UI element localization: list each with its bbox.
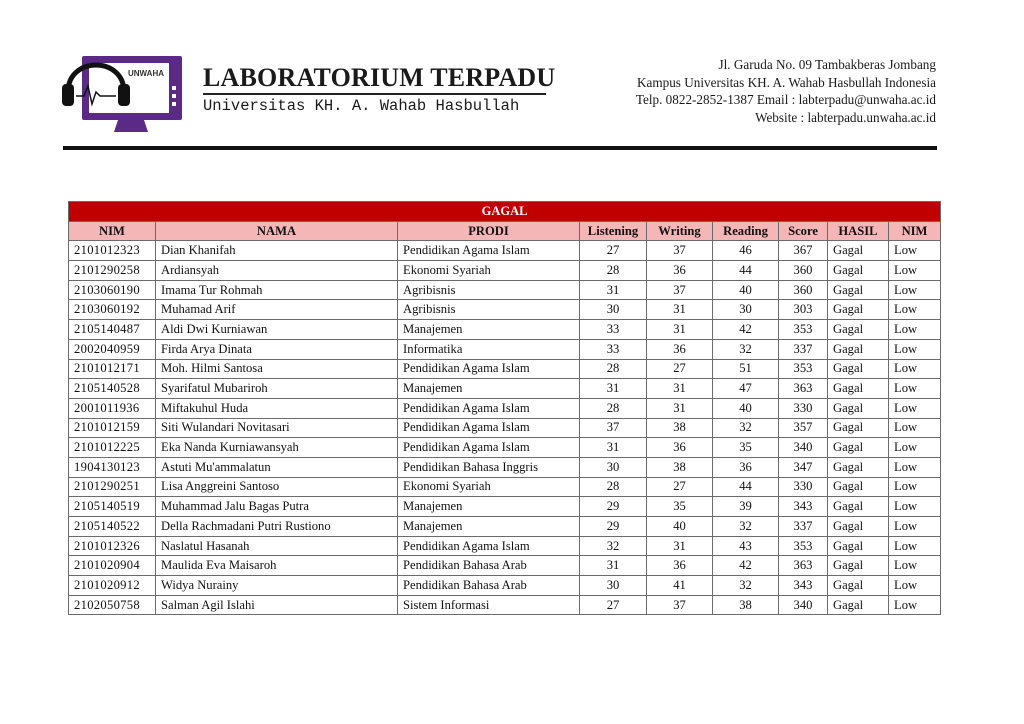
laboratory-logo [58,40,188,138]
cell-reading: 47 [713,379,779,399]
cell-level: Low [889,320,941,340]
cell-level: Low [889,477,941,497]
cell-listening: 31 [580,280,647,300]
cell-hasil: Gagal [828,556,889,576]
cell-writing: 36 [647,438,713,458]
cell-reading: 39 [713,497,779,517]
cell-hasil: Gagal [828,280,889,300]
cell-writing: 31 [647,320,713,340]
cell-writing: 27 [647,359,713,379]
table-row [69,339,941,359]
table-row [69,280,941,300]
table-row [69,595,941,615]
cell-prodi: Pendidikan Agama Islam [398,418,580,438]
cell-reading: 44 [713,261,779,281]
cell-level: Low [889,576,941,596]
cell-score: 367 [779,241,828,261]
cell-score: 330 [779,477,828,497]
header-divider [63,146,937,150]
cell-writing: 31 [647,536,713,556]
cell-nama: Miftakuhul Huda [156,398,398,418]
cell-level: Low [889,418,941,438]
cell-level: Low [889,457,941,477]
cell-listening: 31 [580,379,647,399]
table-banner: GAGAL [69,202,941,222]
table-row [69,418,941,438]
cell-listening: 27 [580,595,647,615]
cell-score: 337 [779,339,828,359]
cell-writing: 38 [647,457,713,477]
cell-writing: 37 [647,280,713,300]
cell-level: Low [889,280,941,300]
cell-score: 343 [779,576,828,596]
cell-score: 363 [779,556,828,576]
cell-writing: 31 [647,300,713,320]
cell-listening: 31 [580,438,647,458]
cell-nama: Eka Nanda Kurniawansyah [156,438,398,458]
cell-nama: Muhamad Arif [156,300,398,320]
cell-reading: 30 [713,300,779,320]
cell-score: 353 [779,536,828,556]
table-banner-row [69,202,941,222]
cell-nama: Salman Agil Islahi [156,595,398,615]
table-row [69,477,941,497]
cell-prodi: Pendidikan Bahasa Arab [398,556,580,576]
cell-nama: Aldi Dwi Kurniawan [156,320,398,340]
cell-prodi: Ekonomi Syariah [398,261,580,281]
cell-score: 303 [779,300,828,320]
col-header-score: Score [779,221,828,241]
cell-level: Low [889,556,941,576]
cell-prodi: Pendidikan Agama Islam [398,438,580,458]
contact-campus: Kampus Universitas KH. A. Wahab Hasbullah Indonesia [636,74,936,90]
cell-writing: 35 [647,497,713,517]
cell-listening: 31 [580,556,647,576]
cell-score: 363 [779,379,828,399]
cell-level: Low [889,241,941,261]
cell-hasil: Gagal [828,379,889,399]
cell-score: 347 [779,457,828,477]
cell-reading: 42 [713,320,779,340]
cell-listening: 32 [580,536,647,556]
cell-nim: 2103060190 [69,280,156,300]
cell-nim: 2101012323 [69,241,156,261]
table-row [69,241,941,261]
cell-hasil: Gagal [828,398,889,418]
cell-reading: 44 [713,477,779,497]
cell-score: 360 [779,280,828,300]
cell-reading: 40 [713,280,779,300]
cell-score: 357 [779,418,828,438]
cell-prodi: Pendidikan Agama Islam [398,359,580,379]
cell-hasil: Gagal [828,595,889,615]
cell-nim: 2101012225 [69,438,156,458]
cell-score: 340 [779,595,828,615]
cell-nama: Muhammad Jalu Bagas Putra [156,497,398,517]
cell-score: 343 [779,497,828,517]
contact-address: Jl. Garuda No. 09 Tambakberas Jombang [718,57,936,72]
table-row [69,457,941,477]
cell-hasil: Gagal [828,576,889,596]
cell-writing: 36 [647,556,713,576]
cell-nama: Widya Nurainy [156,576,398,596]
cell-prodi: Pendidikan Bahasa Inggris [398,457,580,477]
cell-nama: Firda Arya Dinata [156,339,398,359]
cell-hasil: Gagal [828,339,889,359]
cell-reading: 43 [713,536,779,556]
cell-hasil: Gagal [828,241,889,261]
cell-listening: 29 [580,517,647,537]
table-row [69,576,941,596]
cell-hasil: Gagal [828,497,889,517]
contact-website: Website : labterpadu.unwaha.ac.id [755,109,936,125]
cell-reading: 38 [713,595,779,615]
table-row [69,398,941,418]
cell-hasil: Gagal [828,300,889,320]
cell-score: 360 [779,261,828,281]
cell-score: 353 [779,359,828,379]
cell-nim: 2101020912 [69,576,156,596]
cell-level: Low [889,300,941,320]
cell-prodi: Manajemen [398,320,580,340]
page-title: LABORATORIUM TERPADU [203,63,556,92]
cell-nama: Moh. Hilmi Santosa [156,359,398,379]
cell-writing: 37 [647,241,713,261]
cell-prodi: Agribisnis [398,280,580,300]
col-header-listening: Listening [580,221,647,241]
cell-prodi: Pendidikan Agama Islam [398,536,580,556]
col-header-nama: NAMA [156,221,398,241]
cell-writing: 36 [647,261,713,281]
cell-reading: 32 [713,339,779,359]
cell-nim: 1904130123 [69,457,156,477]
cell-nama: Naslatul Hasanah [156,536,398,556]
cell-level: Low [889,497,941,517]
cell-reading: 46 [713,241,779,261]
col-header-hasil: HASIL [828,221,889,241]
table-row [69,359,941,379]
cell-prodi: Manajemen [398,497,580,517]
cell-nama: Siti Wulandari Novitasari [156,418,398,438]
cell-hasil: Gagal [828,517,889,537]
table-body [69,241,941,615]
cell-nim: 2001011936 [69,398,156,418]
cell-nama: Astuti Mu'ammalatun [156,457,398,477]
header-title-block [203,64,555,115]
title-underline [203,93,546,95]
monitor-headphones-icon [58,40,188,138]
cell-nim: 2101012171 [69,359,156,379]
col-header-prodi: PRODI [398,221,580,241]
col-header-level: NIM [889,221,941,241]
cell-score: 353 [779,320,828,340]
cell-prodi: Pendidikan Agama Islam [398,241,580,261]
cell-listening: 28 [580,261,647,281]
page-subtitle: Universitas KH. A. Wahab Hasbullah [203,97,520,115]
cell-reading: 40 [713,398,779,418]
cell-nama: Lisa Anggreini Santoso [156,477,398,497]
cell-reading: 51 [713,359,779,379]
cell-writing: 38 [647,418,713,438]
cell-writing: 36 [647,339,713,359]
cell-nim: 2101012326 [69,536,156,556]
cell-nim: 2103060192 [69,300,156,320]
cell-listening: 29 [580,497,647,517]
cell-prodi: Sistem Informasi [398,595,580,615]
cell-prodi: Manajemen [398,517,580,537]
cell-hasil: Gagal [828,536,889,556]
cell-prodi: Pendidikan Agama Islam [398,398,580,418]
col-header-reading: Reading [713,221,779,241]
cell-level: Low [889,398,941,418]
table-row [69,517,941,537]
cell-nim: 2101020904 [69,556,156,576]
cell-hasil: Gagal [828,457,889,477]
table-row [69,261,941,281]
cell-nim: 2101290258 [69,261,156,281]
cell-hasil: Gagal [828,359,889,379]
logo-text: UNWAHA [128,69,164,78]
cell-level: Low [889,536,941,556]
cell-writing: 37 [647,595,713,615]
contact-info [636,56,936,126]
cell-nim: 2105140528 [69,379,156,399]
cell-level: Low [889,595,941,615]
table-row [69,536,941,556]
cell-listening: 33 [580,339,647,359]
cell-nim: 2101012159 [69,418,156,438]
cell-reading: 32 [713,418,779,438]
table-row [69,438,941,458]
cell-score: 340 [779,438,828,458]
cell-level: Low [889,438,941,458]
cell-listening: 30 [580,457,647,477]
cell-prodi: Agribisnis [398,300,580,320]
cell-listening: 28 [580,398,647,418]
cell-writing: 31 [647,379,713,399]
cell-hasil: Gagal [828,261,889,281]
cell-reading: 42 [713,556,779,576]
cell-listening: 37 [580,418,647,438]
cell-score: 337 [779,517,828,537]
cell-reading: 36 [713,457,779,477]
table-row [69,320,941,340]
cell-listening: 30 [580,576,647,596]
cell-listening: 28 [580,359,647,379]
cell-nim: 2102050758 [69,595,156,615]
cell-writing: 27 [647,477,713,497]
col-header-nim: NIM [69,221,156,241]
col-header-writing: Writing [647,221,713,241]
cell-listening: 28 [580,477,647,497]
cell-reading: 32 [713,517,779,537]
cell-prodi: Pendidikan Bahasa Arab [398,576,580,596]
table-header-row [69,221,941,241]
cell-hasil: Gagal [828,438,889,458]
cell-level: Low [889,517,941,537]
cell-writing: 40 [647,517,713,537]
cell-level: Low [889,359,941,379]
cell-listening: 33 [580,320,647,340]
cell-prodi: Ekonomi Syariah [398,477,580,497]
cell-nama: Della Rachmadani Putri Rustiono [156,517,398,537]
table-row [69,497,941,517]
table-row [69,300,941,320]
cell-nim: 2105140522 [69,517,156,537]
contact-phone-email: Telp. 0822-2852-1387 Email : labterpadu@unwaha.ac.id [635,92,936,107]
cell-writing: 41 [647,576,713,596]
cell-nim: 2105140519 [69,497,156,517]
cell-writing: 31 [647,398,713,418]
cell-nama: Imama Tur Rohmah [156,280,398,300]
cell-listening: 30 [580,300,647,320]
results-table [68,201,941,615]
cell-nama: Maulida Eva Maisaroh [156,556,398,576]
cell-nama: Syarifatul Mubariroh [156,379,398,399]
cell-reading: 35 [713,438,779,458]
table-row [69,556,941,576]
cell-level: Low [889,379,941,399]
table-row [69,379,941,399]
cell-nama: Dian Khanifah [156,241,398,261]
cell-hasil: Gagal [828,320,889,340]
cell-hasil: Gagal [828,418,889,438]
cell-level: Low [889,261,941,281]
cell-reading: 32 [713,576,779,596]
cell-prodi: Manajemen [398,379,580,399]
cell-nim: 2002040959 [69,339,156,359]
cell-nim: 2101290251 [69,477,156,497]
cell-hasil: Gagal [828,477,889,497]
cell-nama: Ardiansyah [156,261,398,281]
cell-level: Low [889,339,941,359]
cell-listening: 27 [580,241,647,261]
cell-score: 330 [779,398,828,418]
cell-nim: 2105140487 [69,320,156,340]
cell-prodi: Informatika [398,339,580,359]
